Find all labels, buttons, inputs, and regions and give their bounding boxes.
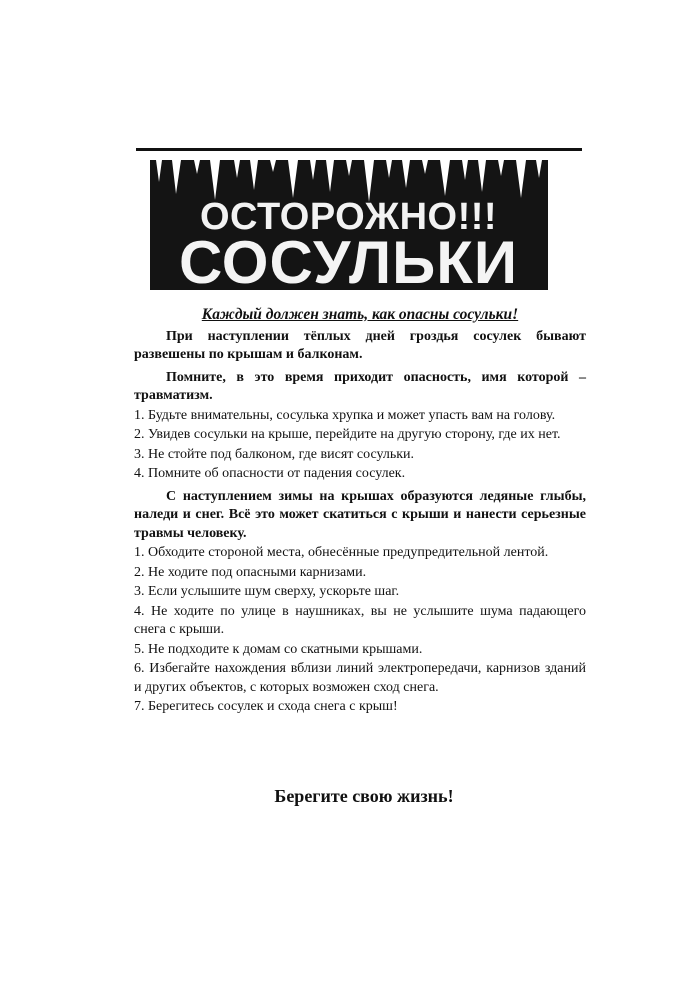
list2-item: 6. Избегайте нахождения вблизи линий электропередачи, карнизов зданий и других объектов, с которых возможен сход снега. [134,661,586,695]
closing-slogan: Берегите свою жизнь! [274,786,454,806]
banner-title-careful: ОСТОРОЖНО!!! [199,196,498,238]
list2-item: 4. Не ходите по улице в наушниках, вы не услышите шума падающего снега с крыши. [134,603,586,637]
list1-item: 3. Не стойте под балконом, где висят сосульки. [134,446,415,462]
top-rule [136,148,582,151]
list1-item: 2. Увидев сосульки на крыше, перейдите на другую сторону, где их нет. [134,427,561,442]
list2-item: 7. Берегитесь сосулек и схода снега с крыш! [134,699,398,714]
subtitle: Каждый должен знать, как опасны сосульки! [201,306,519,323]
list2-item: 1. Обходите стороной места, обнесённые предупредительной лентой. [134,545,549,560]
list2-item: 5. Не подходите к домам со скатными крышами. [134,641,423,657]
list2-item: 3. Если услышите шум сверху, ускорьте шаг. [134,584,400,599]
notice-body [134,306,586,717]
intro-paragraph-2: Помните, в это время приходит опасность, имя которой – травматизм. [134,369,586,403]
list1-item: 4. Помните об опасности от падения сосулек. [134,466,406,481]
intro-paragraph-1: При наступлении тёплых дней гроздья сосулек бывают развешены по крышам и балконам. [134,328,586,362]
banner-title-icicles: СОСУЛЬКИ [178,229,519,296]
list1-item: 1. Будьте внимательны, сосулька хрупка и может упасть вам на голову. [134,407,556,423]
winter-paragraph: С наступлением зимы на крышах образуются ледяные глыбы, наледи и снег. Всё это может скатиться с крыши и нанести серьезные травмы человеку. [134,488,586,541]
list2-item: 2. Не ходите под опасными карнизами. [134,564,367,580]
